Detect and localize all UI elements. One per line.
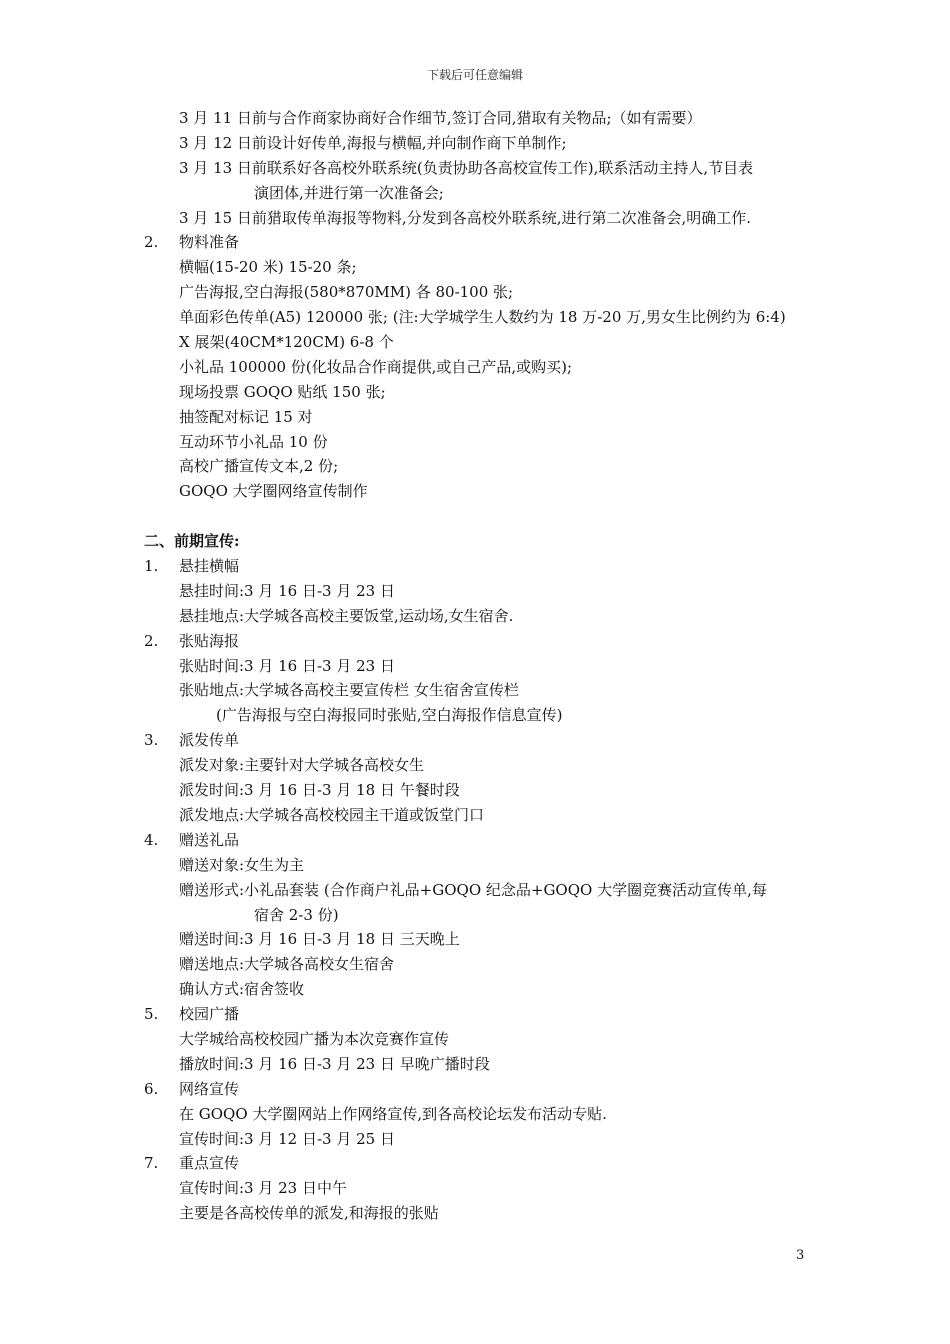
list-number: 2. bbox=[144, 233, 159, 252]
promotion-detail-line: 派发时间:3 月 16 日-3 月 18 日 午餐时段 bbox=[179, 781, 460, 800]
promotion-detail-line: 赠送时间:3 月 16 日-3 月 18 日 三天晚上 bbox=[179, 930, 460, 949]
material-item: 横幅(15-20 米) 15-20 条; bbox=[179, 258, 357, 277]
material-item: 现场投票 GOQO 贴纸 150 张; bbox=[179, 382, 386, 401]
promotion-list bbox=[144, 554, 824, 1226]
promotion-item-heading bbox=[144, 629, 824, 654]
promotion-detail-line: 宿舍 2-3 份) bbox=[254, 905, 339, 924]
list-number: 4. bbox=[144, 830, 159, 849]
list-number: 1. bbox=[144, 557, 159, 576]
promotion-detail-line: 主要是各高校传单的派发,和海报的张贴 bbox=[179, 1204, 439, 1223]
document-body bbox=[144, 106, 824, 1226]
page-number: 3 bbox=[796, 1248, 805, 1263]
promotion-item-title: 网络宣传 bbox=[179, 1079, 240, 1098]
list-number: 7. bbox=[144, 1154, 159, 1173]
promotion-detail-line: 派发对象:主要针对大学城各高校女生 bbox=[179, 756, 425, 775]
promotion-item-heading bbox=[144, 728, 824, 753]
promotion-detail-line: 悬挂地点:大学城各高校主要饭堂,运动场,女生宿舍. bbox=[179, 606, 514, 625]
promotion-item-heading bbox=[144, 828, 824, 853]
material-item: 互动环节小礼品 10 份 bbox=[179, 432, 328, 451]
schedule-line: 3 月 13 日前联系好各高校外联系统(负责协助各高校宣传工作),联系活动主持人,节目表 bbox=[179, 158, 754, 177]
material-item: 单面彩色传单(A5) 120000 张; (注:大学城学生人数约为 18 万-20 万,男女生比例约为 6:4) bbox=[179, 308, 786, 327]
materials-heading bbox=[144, 230, 824, 255]
promotion-detail-line: 赠送地点:大学城各高校女生宿舍 bbox=[179, 955, 395, 974]
promotion-detail-line: 张贴地点:大学城各高校主要宣传栏 女生宿舍宣传栏 bbox=[179, 681, 519, 700]
promotion-detail-line: 在 GOQO 大学圈网站上作网络宣传,到各高校论坛发布活动专贴. bbox=[179, 1104, 607, 1123]
promotion-detail-line: 派发地点:大学城各高校校园主干道或饭堂门口 bbox=[179, 805, 485, 824]
schedule-line: 演团体,并进行第一次准备会; bbox=[254, 183, 444, 202]
promotion-detail-line: 宣传时间:3 月 12 日-3 月 25 日 bbox=[179, 1129, 395, 1148]
promotion-detail-line: 确认方式:宿舍签收 bbox=[179, 980, 305, 999]
material-item: 抽签配对标记 15 对 bbox=[179, 407, 313, 426]
material-item: 小礼品 100000 份(化妆品合作商提供,或自己产品,或购买); bbox=[179, 357, 573, 376]
materials-title: 物料准备 bbox=[179, 233, 240, 252]
promotion-detail-line: 悬挂时间:3 月 16 日-3 月 23 日 bbox=[179, 581, 395, 600]
promotion-item-heading bbox=[144, 1151, 824, 1176]
promotion-detail-line: 赠送对象:女生为主 bbox=[179, 855, 305, 874]
promotion-item-heading bbox=[144, 554, 824, 579]
material-item: 广告海报,空白海报(580*870MM) 各 80-100 张; bbox=[179, 283, 514, 302]
list-number: 2. bbox=[144, 631, 159, 650]
schedule-line: 3 月 12 日前设计好传单,海报与横幅,并向制作商下单制作; bbox=[179, 133, 567, 152]
section-heading: 二、前期宣传: bbox=[144, 532, 240, 551]
page-header: 下载后可任意编辑 bbox=[426, 68, 523, 82]
schedule-line: 3 月 11 日前与合作商家协商好合作细节,签订合同,猎取有关物品;（如有需要） bbox=[179, 109, 702, 127]
promotion-item-title: 赠送礼品 bbox=[179, 830, 240, 849]
list-number: 6. bbox=[144, 1079, 159, 1098]
promotion-detail-line: 播放时间:3 月 16 日-3 月 23 日 早晚广播时段 bbox=[179, 1054, 490, 1073]
promotion-item-heading bbox=[144, 1077, 824, 1102]
material-item: X 展架(40CM*120CM) 6-8 个 bbox=[179, 333, 394, 352]
promotion-item-heading bbox=[144, 1002, 824, 1027]
spacer bbox=[144, 504, 824, 529]
material-item: GOQO 大学圈网络宣传制作 bbox=[179, 482, 368, 501]
promotion-detail-line: 张贴时间:3 月 16 日-3 月 23 日 bbox=[179, 656, 395, 675]
material-item: 高校广播宣传文本,2 份; bbox=[179, 457, 339, 476]
promotion-item-title: 派发传单 bbox=[179, 731, 240, 750]
schedule-line: 3 月 15 日前猎取传单海报等物料,分发到各高校外联系统,进行第二次准备会,明确工作. bbox=[179, 208, 752, 227]
promotion-item-title: 张贴海报 bbox=[179, 631, 240, 650]
promotion-detail-line: 赠送形式:小礼品套装 (合作商户礼品+GOQO 纪念品+GOQO 大学圈竞赛活动宣传单,每 bbox=[179, 880, 767, 899]
list-number: 3. bbox=[144, 731, 159, 750]
promotion-detail-line: (广告海报与空白海报同时张贴,空白海报作信息宣传) bbox=[216, 706, 563, 725]
list-number: 5. bbox=[144, 1005, 159, 1024]
promotion-detail-line: 宣传时间:3 月 23 日中午 bbox=[179, 1179, 347, 1198]
promotion-item-title: 校园广播 bbox=[179, 1005, 240, 1024]
promotion-item-title: 重点宣传 bbox=[179, 1154, 240, 1173]
promotion-detail-line: 大学城给高校校园广播为本次竞赛作宣传 bbox=[179, 1029, 450, 1048]
promotion-item-title: 悬挂横幅 bbox=[179, 557, 240, 576]
